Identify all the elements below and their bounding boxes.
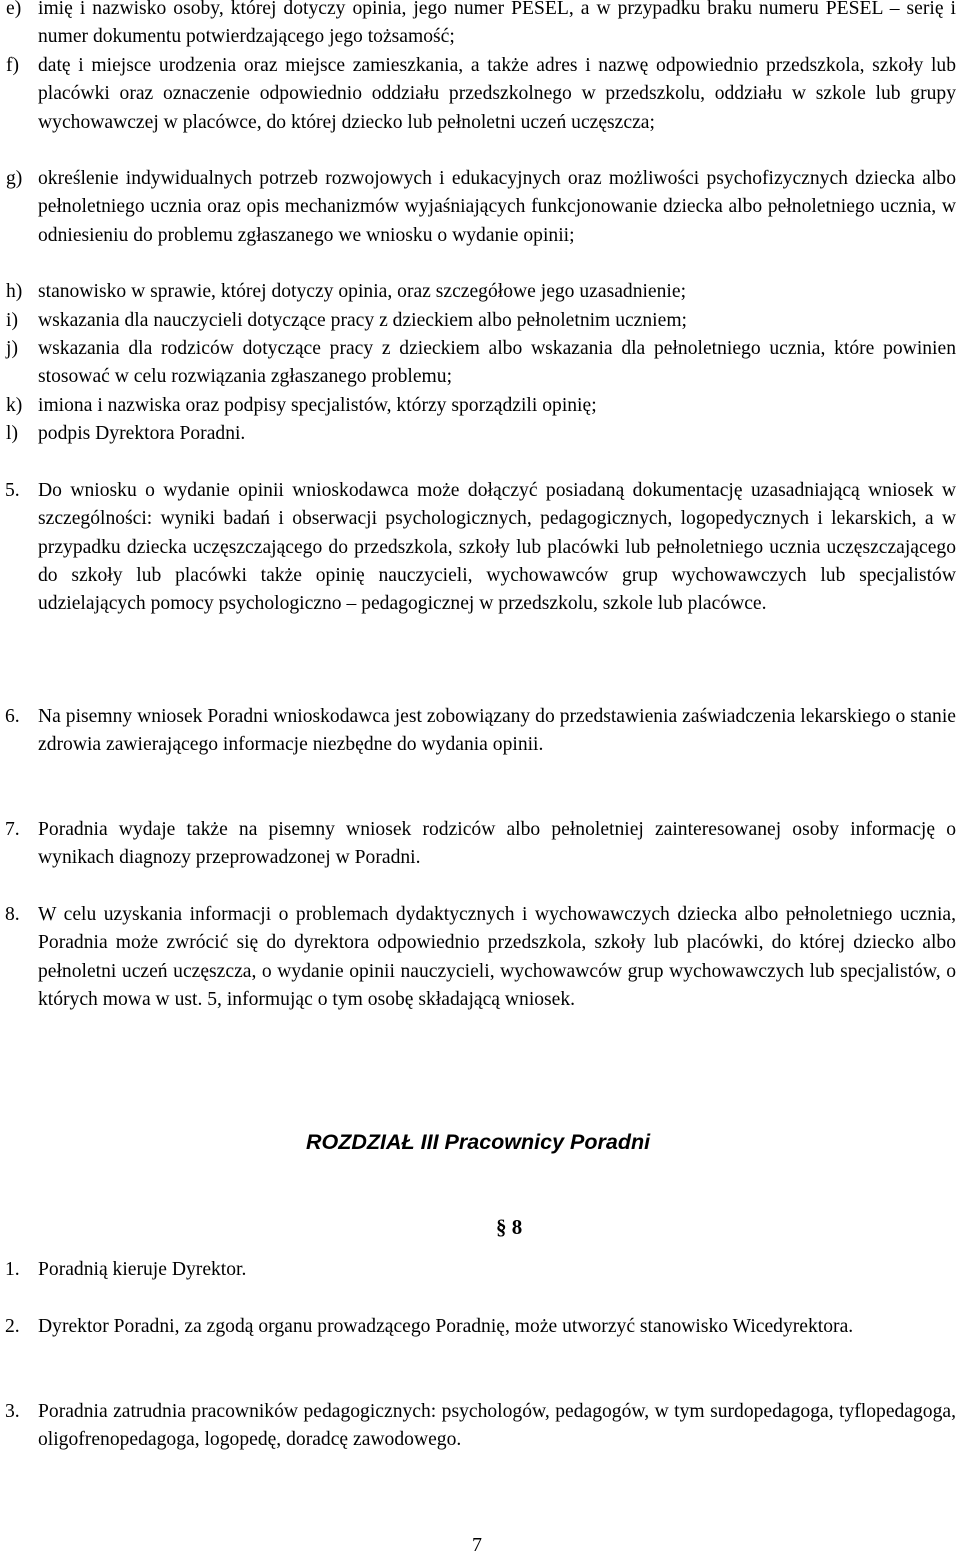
list-item-text: stanowisko w sprawie, której dotyczy opinia, oraz szczegółowe jego uzasadnienie; — [38, 281, 687, 302]
paragraph-number: 5. — [5, 480, 20, 501]
section-item-3 — [5, 1398, 956, 1455]
section-item-2 — [5, 1313, 956, 1341]
list-item-f — [6, 52, 956, 137]
list-item-i — [6, 307, 956, 335]
paragraph-number: 6. — [5, 706, 20, 727]
list-item-l — [6, 420, 956, 448]
chapter-heading: ROZDZIAŁ III Pracownicy Poradni — [306, 1130, 651, 1154]
list-item-label: e) — [6, 0, 22, 19]
list-item-label: g) — [6, 168, 23, 189]
list-item-g — [6, 165, 956, 250]
list-item-label: k) — [6, 395, 23, 416]
paragraph-7 — [5, 816, 956, 873]
paragraph-6 — [5, 703, 956, 760]
list-item-text: imię i nazwisko osoby, której dotyczy opinia, jego numer PESEL, a w przypadku braku numeru PESEL – serię i numer dokumentu potwierdzającego jego tożsamość; — [38, 0, 956, 48]
list-item-k — [6, 392, 956, 420]
list-item-text: datę i miejsce urodzenia oraz miejsce zamieszkania, a także adres i nazwę odpowiednio przedszkola, szkoły lub placówki oraz oznaczenie odpowiednio oddziału przedszkolnego w przedszkolu, oddziału w szkole lub grupy wychowawczej w placówce, do której dziecko lub pełnoletni uczeń uczęszcza; — [38, 55, 956, 133]
list-item-label: h) — [6, 281, 23, 302]
paragraph-text: Do wniosku o wydanie opinii wnioskodawca może dołączyć posiadaną dokumentację uzasadniającą wniosek w szczególności: wyniki badań i obserwacji psychologicznych, pedagogicznych, logopedycznych i lekarskich, a w przypadku dziecka uczęszczającego do przedszkola, szkoły lub placówki lub pełnoletniego ucznia uczęszczającego do szkoły lub placówki także opinię nauczycieli, wychowawców grup wychowawczych lub specjalistów udzielających pomocy psychologiczno – pedagogicznej w przedszkolu, szkole lub placówce. — [38, 480, 956, 615]
list-item-h — [6, 278, 956, 306]
section-sign: § 8 — [496, 1215, 523, 1239]
section-item-1 — [5, 1256, 956, 1284]
paragraph-number: 8. — [5, 904, 20, 925]
paragraph-text: Na pisemny wniosek Poradni wnioskodawca jest zobowiązany do przedstawienia zaświadczenia lekarskiego o stanie zdrowia zawierającego informacje niezbędne do wydania opinii. — [38, 706, 956, 756]
list-item-text: imiona i nazwiska oraz podpisy specjalistów, którzy sporządzili opinię; — [38, 395, 597, 416]
section-item-number: 2. — [5, 1316, 20, 1337]
section-item-number: 1. — [5, 1259, 20, 1280]
paragraph-text: Poradnia wydaje także na pisemny wniosek rodziców albo pełnoletniej zainteresowanej osoby informację o wynikach diagnozy przeprowadzonej w Poradni. — [38, 819, 956, 869]
section-item-number: 3. — [5, 1401, 20, 1422]
list-item-text: wskazania dla rodziców dotyczące pracy z dzieckiem albo wskazania dla pełnoletniego ucznia, które powinien stosować w celu rozwiązania zgłaszanego problemu; — [38, 338, 956, 388]
list-item-text: podpis Dyrektora Poradni. — [38, 423, 246, 444]
section-item-text: Poradnią kieruje Dyrektor. — [38, 1259, 247, 1280]
list-item-label: l) — [6, 423, 18, 444]
section-item-text: Poradnia zatrudnia pracowników pedagogicznych: psychologów, pedagogów, w tym surdopedagoga, tyflopedagoga, oligofrenopedagoga, logopedę, doradcę zawodowego. — [38, 1401, 956, 1451]
list-item-j — [6, 335, 956, 392]
list-item-label: j) — [6, 338, 18, 359]
page-number: 7 — [472, 1534, 482, 1556]
paragraph-number: 7. — [5, 819, 20, 840]
paragraph-text: W celu uzyskania informacji o problemach dydaktycznych i wychowawczych dziecka albo pełnoletniego ucznia, Poradnia może zwrócić się do dyrektora odpowiednio przedszkola, szkoły lub placówki, do której dziecko albo pełnoletni uczeń uczęszcza, o wydanie opinii nauczycieli, wychowawców grup wychowawczych lub specjalistów, o których mowa w ust. 5, informując o tym osobę składającą wniosek. — [38, 904, 956, 1010]
paragraph-8 — [5, 901, 956, 1014]
paragraph-5 — [5, 477, 956, 618]
list-item-label: f) — [6, 55, 20, 76]
list-item-label: i) — [6, 310, 18, 331]
list-item-e — [6, 0, 956, 52]
list-item-text: wskazania dla nauczycieli dotyczące pracy z dzieckiem albo pełnoletnim uczniem; — [38, 310, 688, 331]
list-item-text: określenie indywidualnych potrzeb rozwojowych i edukacyjnych oraz możliwości psychofizycznych dziecka albo pełnoletniego ucznia oraz opis mechanizmów wyjaśniających funkcjonowanie dziecka albo pełnoletniego ucznia, w odniesieniu do problemu zgłaszanego we wniosku o wydanie opinii; — [38, 168, 956, 246]
section-item-text: Dyrektor Poradni, za zgodą organu prowadzącego Poradnię, może utworzyć stanowisko Wicedyrektora. — [38, 1316, 854, 1337]
